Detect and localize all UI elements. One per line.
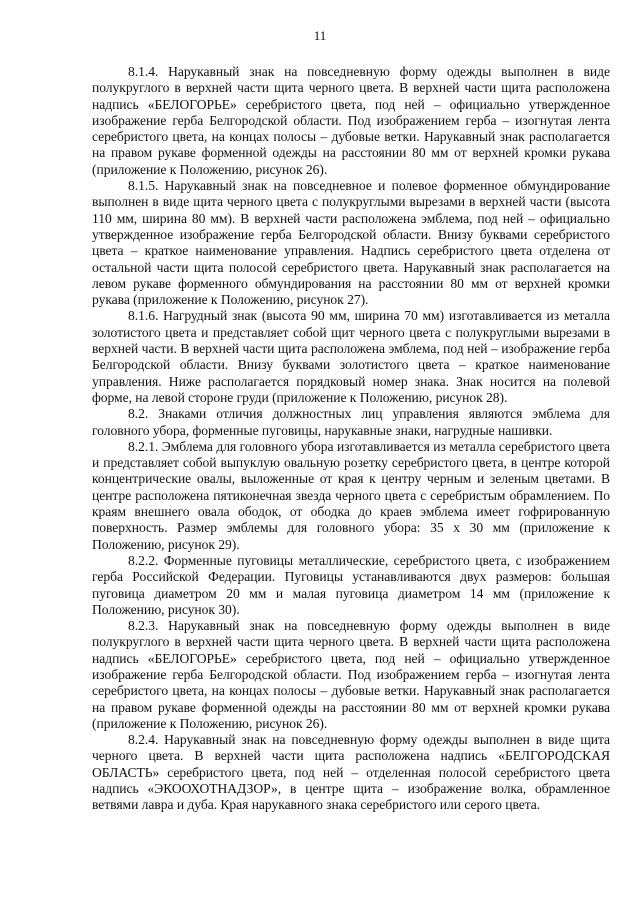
document-body	[92, 64, 610, 814]
paragraph-8-1-4: 8.1.4. Нарукавный знак на повседневную форму одежды выполнен в виде полукруглого в верхней части щита черного цвета. В верхней части щита расположена надпись «БЕЛОГОРЬЕ» серебристого цвета, под ней – официально утвержденное изображение герба Белгородской области. Под изображением герба – изогнутая лента серебристого цвета, на концах полосы – дубовые ветки. Нарукавный знак располагается на правом рукаве форменной одежды на расстоянии 80 мм от верхней кромки рукава (приложение к Положению, рисунок 26).	[92, 64, 610, 177]
paragraph-8-1-5: 8.1.5. Нарукавный знак на повседневное и полевое форменное обмундирование выполнен в виде щита черного цвета с полукруглыми вырезами в верхней части (высота 110 мм, ширина 80 мм). В верхней части расположена эмблема, под ней – официально утвержденное изображение герба Белгородской области. Внизу буквами серебристого цвета – краткое наименование управления. Надпись серебристого цвета отделена от остальной части щита полосой серебристого цвета. Нарукавный знак располагается на левом рукаве форменного обмундирования на расстоянии 80 мм от верхней кромки рукава (приложение к Положению, рисунок 27).	[92, 178, 610, 308]
paragraph-8-2-3: 8.2.3. Нарукавный знак на повседневную форму одежды выполнен в виде полукруглого в верхней части щита черного цвета. В верхней части щита расположена надпись «БЕЛОГОРЬЕ» серебристого цвета, под ней – официально утвержденное изображение герба Белгородской области. Под изображением герба – изогнутая лента серебристого цвета, на концах полосы – дубовые ветки. Нарукавный знак располагается на правом рукаве форменной одежды на расстоянии 80 мм от верхней кромки рукава (приложение к Положению, рисунок 26).	[92, 618, 610, 731]
page-number: 11	[313, 28, 327, 43]
paragraph-8-2-4: 8.2.4. Нарукавный знак на повседневную форму одежды выполнен в виде щита черного цвета. В верхней части щита расположена надпись «БЕЛГОРОДСКАЯ ОБЛАСТЬ» серебристого цвета, под ней – отделенная полосой серебристого цвета надпись «ЭКООХОТНАДЗОР», в центре щита – изображение волка, обрамленное ветвями лавра и дуба. Края нарукавного знака серебристого или серого цвета.	[92, 732, 610, 813]
paragraph-8-2-2: 8.2.2. Форменные пуговицы металлические, серебристого цвета, с изображением герба Российской Федерации. Пуговицы устанавливаются двух размеров: большая пуговица диаметром 20 мм и малая пуговица диаметром 14 мм (приложение к Положению, рисунок 30).	[92, 552, 610, 617]
paragraph-8-1-6: 8.1.6. Нагрудный знак (высота 90 мм, ширина 70 мм) изготавливается из металла золотистого цвета и представляет собой щит черного цвета с полукруглыми вырезами в верхней части. В верхней части щита расположена эмблема, под ней – изображение герба Белгородской области. Внизу буквами золотистого цвета – краткое наименование управления. Ниже располагается порядковый номер знака. Знак носится на полевой форме, на левой стороне груди (приложение к Положению, рисунок 28).	[92, 308, 610, 405]
paragraph-8-2: 8.2. Знаками отличия должностных лиц управления являются эмблема для головного убора, форменные пуговицы, нарукавные знаки, нагрудные нашивки.	[92, 406, 610, 438]
paragraph-8-2-1: 8.2.1. Эмблема для головного убора изготавливается из металла серебристого цвета и представляет собой выпуклую овальную розетку серебристого цвета, в центре которой концентрические овалы, выложенные от края к центру черным и зеленым цветами. В центре расположена пятиконечная звезда черного цвета с серебристым обрамлением. По краям внешнего овала ободок, от ободка до краев эмблема имеет гофрированную поверхность. Размер эмблемы для головного убора: 35 x 30 мм (приложение к Положению, рисунок 29).	[92, 438, 610, 552]
